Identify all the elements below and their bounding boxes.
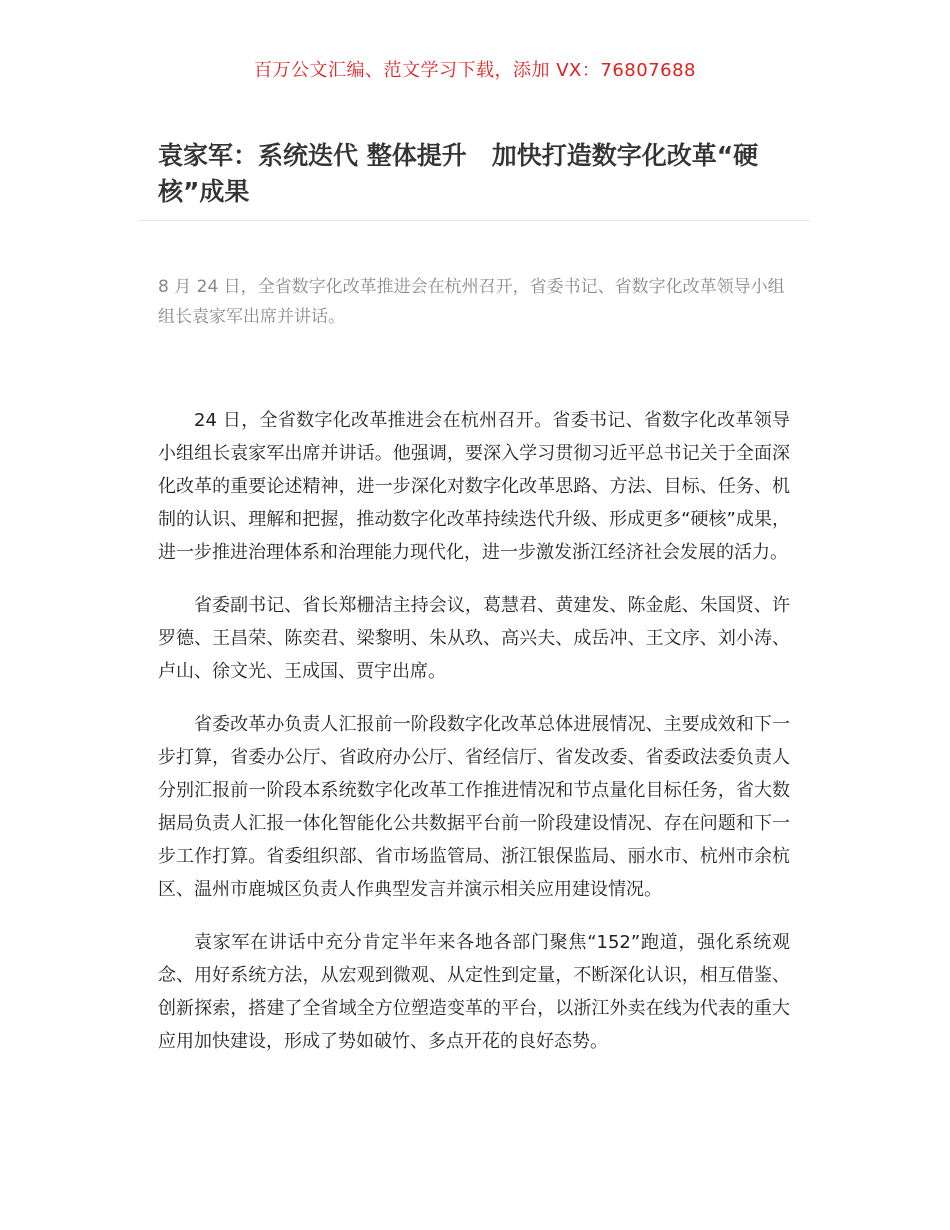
title-divider xyxy=(140,220,810,221)
article-title: 袁家军：系统迭代 整体提升 加快打造数字化改革“硬核”成果 xyxy=(158,141,759,206)
article-summary: 8 月 24 日，全省数字化改革推进会在杭州召开，省委书记、省数字化改革领导小组组长袁家军出席并讲话。 xyxy=(158,277,785,327)
body-paragraph-1: 24 日，全省数字化改革推进会在杭州召开。省委书记、省数字化改革领导小组组长袁家军出席并讲话。他强调，要深入学习贯彻习近平总书记关于全面深化改革的重要论述精神，进一步深化对数字化改革思路、方法、目标、任务、机制的认识、理解和把握，推动数字化改革持续迭代升级、形成更多“硬核”成果，进一步推进治理体系和治理能力现代化，进一步激发浙江经济社会发展的活力。 xyxy=(158,410,790,563)
article-body xyxy=(158,404,790,1078)
body-paragraph-3: 省委改革办负责人汇报前一阶段数字化改革总体进展情况、主要成效和下一步打算，省委办公厅、省政府办公厅、省经信厅、省发改委、省委政法委负责人分别汇报前一阶段本系统数字化改革工作推进情况和节点量化目标任务，省大数据局负责人汇报一体化智能化公共数据平台前一阶段建设情况、存在问题和下一步工作打算。省委组织部、省市场监管局、浙江银保监局、丽水市、杭州市余杭区、温州市鹿城区负责人作典型发言并演示相关应用建设情况。 xyxy=(158,714,790,900)
body-paragraph-4: 袁家军在讲话中充分肯定半年来各地各部门聚焦“152”跑道，强化系统观念、用好系统方法，从宏观到微观、从定性到定量，不断深化认识，相互借鉴、创新探索，搭建了全省域全方位塑造变革的平台，以浙江外卖在线为代表的重大应用加快建设，形成了势如破竹、多点开花的良好态势。 xyxy=(158,932,790,1052)
download-banner: 百万公文汇编、范文学习下载，添加 VX：76807688 xyxy=(254,60,696,81)
body-paragraph-2: 省委副书记、省长郑栅洁主持会议，葛慧君、黄建发、陈金彪、朱国贤、许罗德、王昌荣、陈奕君、梁黎明、朱从玖、高兴夫、成岳冲、王文序、刘小涛、卢山、徐文光、王成国、贾宇出席。 xyxy=(158,595,790,682)
